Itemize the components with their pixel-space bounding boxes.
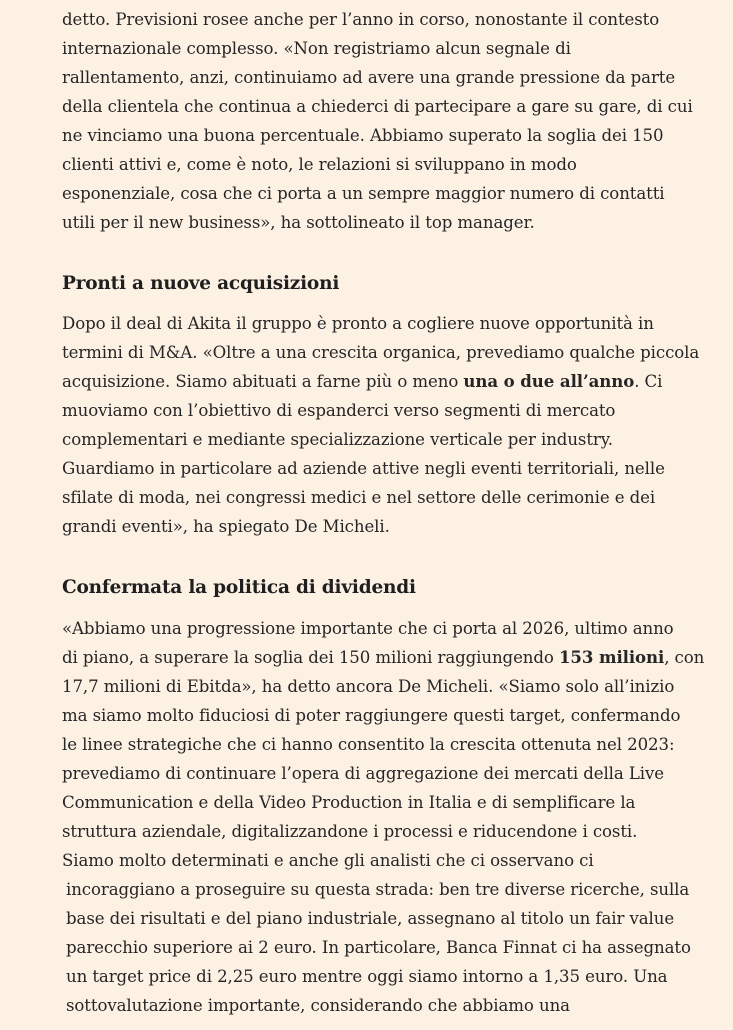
paragraph-line: «Abbiamo una progressione importante che ci porta al 2026, ultimo anno — [62, 619, 674, 638]
paragraph-line: grandi eventi», ha spiegato De Micheli. — [62, 517, 390, 536]
paragraph-line: ne vinciamo una buona percentuale. Abbiamo superato la soglia dei 150 — [62, 126, 664, 145]
intro-paragraph — [62, 5, 722, 237]
paragraph-line: 17,7 milioni di Ebitda», ha detto ancora De Micheli. «Siamo solo all’inizio — [62, 677, 675, 696]
paragraph-line: Guardiamo in particolare ad aziende attive negli eventi territoriali, nelle — [62, 459, 665, 478]
paragraph-line: internazionale complesso. «Non registriamo alcun segnale di — [62, 39, 571, 58]
paragraph-line: utili per il new business», ha sottolineato il top manager. — [62, 213, 535, 232]
line-text: , con — [664, 648, 705, 667]
paragraph-line: termini di M&A. «Oltre a una crescita organica, prevediamo qualche piccola — [62, 343, 700, 362]
paragraph-line: un target price di 2,25 euro mentre oggi siamo intorno a 1,35 euro. Una — [66, 967, 668, 986]
acquisizioni-paragraph — [62, 309, 722, 541]
paragraph-line: detto. Previsioni rosee anche per l’anno in corso, nonostante il contesto — [62, 10, 660, 29]
line-text: . Ci — [634, 372, 663, 391]
paragraph-line: della clientela che continua a chiederci di partecipare a gare su gare, di cui — [62, 97, 693, 116]
paragraph-line: muoviamo con l’obiettivo di espanderci verso segmenti di mercato — [62, 401, 616, 420]
paragraph-line: struttura aziendale, digitalizzandone i processi e riducendone i costi. — [62, 822, 638, 841]
line-text: di piano, a superare la soglia dei 150 milioni raggiungendo — [62, 648, 559, 667]
paragraph-line: complementari e mediante specializzazione verticale per industry. — [62, 430, 613, 449]
paragraph-line: incoraggiano a proseguire su questa strada: ben tre diverse ricerche, sulla — [66, 880, 690, 899]
paragraph-line: parecchio superiore ai 2 euro. In particolare, Banca Finnat ci ha assegnato — [66, 938, 691, 957]
dividendi-paragraph — [62, 614, 722, 1020]
highlight-text: 153 milioni — [558, 647, 665, 667]
paragraph-line: sottovalutazione importante, considerando che abbiamo una — [66, 996, 570, 1015]
line-text: acquisizione. Siamo abituati a farne più o meno — [62, 372, 464, 391]
paragraph-line: Dopo il deal di Akita il gruppo è pronto a cogliere nuove opportunità in — [62, 314, 654, 333]
paragraph-line: Communication e della Video Production in Italia e di semplificare la — [62, 793, 636, 812]
paragraph-line — [62, 367, 722, 396]
highlight-text: una o due all’anno — [463, 371, 635, 391]
section-heading-acquisizioni: Pronti a nuove acquisizioni — [62, 273, 340, 294]
paragraph-line: esponenziale, cosa che ci porta a un sempre maggior numero di contatti — [62, 184, 665, 203]
paragraph-line: base dei risultati e del piano industriale, assegnano al titolo un fair value — [66, 909, 675, 928]
section-heading-dividendi: Confermata la politica di dividendi — [62, 577, 416, 598]
paragraph-line: sfilate di moda, nei congressi medici e nel settore delle cerimonie e dei — [62, 488, 656, 507]
paragraph-line: ma siamo molto fiduciosi di poter raggiungere questi target, confermando — [62, 706, 681, 725]
paragraph-line: rallentamento, anzi, continuiamo ad avere una grande pressione da parte — [62, 68, 676, 87]
paragraph-line: clienti attivi e, come è noto, le relazioni si sviluppano in modo — [62, 155, 577, 174]
paragraph-line: le linee strategiche che ci hanno consentito la crescita ottenuta nel 2023: — [62, 735, 675, 754]
paragraph-line — [62, 643, 722, 672]
paragraph-line: prevediamo di continuare l’opera di aggregazione dei mercati della Live — [62, 764, 664, 783]
paragraph-line: Siamo molto determinati e anche gli analisti che ci osservano ci — [62, 851, 594, 870]
